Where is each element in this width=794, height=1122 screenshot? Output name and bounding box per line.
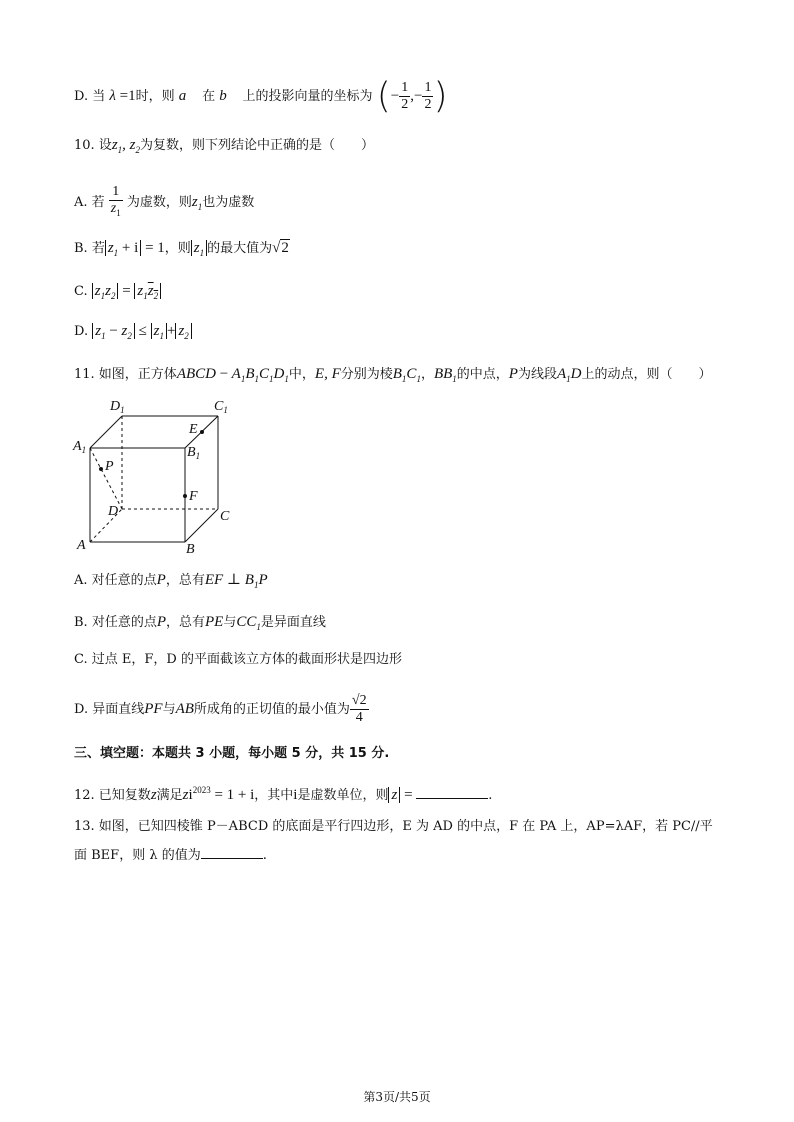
q11-option-a: A. 对任意的点P，总有EF ⊥ $B_1P$ <box>74 572 268 590</box>
svg-text:C: C <box>220 509 230 524</box>
svg-text:A1: $A_1$ <box>73 439 87 455</box>
q13-answer-blank[interactable] <box>201 846 263 859</box>
q13-line1: 13. 如图，已知四棱锥 P－ABCD 的底面是平行四边形，E 为 AD 的中点，F 在 PA 上，AP=λAF，若 PC//平 <box>74 819 713 834</box>
point-f <box>183 494 187 498</box>
point-p <box>99 467 103 471</box>
q10-stem: 10. 设$z_1$, $z_2$为复数，则下列结论中正确的是（ ） <box>74 137 375 155</box>
q11-option-b: B. 对任意的点P，总有PE与$CC_1$是异面直线 <box>74 614 326 632</box>
section-title: 三、填空题：本题共 3 小题，每小题 5 分，共 15 分. <box>74 746 390 761</box>
point-e <box>200 430 204 434</box>
q13-line2: 面 BEF，则 λ 的值为 . <box>74 848 267 863</box>
page-footer: 第3页/共5页 <box>363 1090 431 1104</box>
q11-option-d: D. 异面直线PF与AB所成角的正切值的最小值为 $\frac{√2}{4}$ <box>74 693 367 725</box>
q11-stem: 11. 如图，正方体ABCD − $A_1B_1C_1D_1$中，E, F分别为棱$B_1C_1$，$BB_1$的中点，P为线段$A_1D$上的动点，则（ ） <box>74 366 712 384</box>
q10-option-d: D. $z_1 - z_2 \le z_1 + z_2$ <box>74 321 192 346</box>
q10-option-a: A. 若 $\frac{1}{z_1}$ 为虚数，则$z_1$也为虚数 <box>74 184 255 218</box>
svg-text:P: P <box>105 459 114 474</box>
q12: 12. 已知复数z满足$zi^{2023} = 1 + i$，其中i是虚数单位，则 z = . <box>74 785 493 803</box>
svg-text:E: E <box>189 422 198 437</box>
svg-text:A: A <box>77 538 86 553</box>
svg-text:D1: $D_1$ <box>110 399 125 415</box>
q10-option-c: C. $z_1z_2 = z_1z_2$ <box>74 281 161 306</box>
q10-option-b: B. 若 $z_1 + i = 1$，则 $z_1$ 的最大值为√2 <box>74 240 289 258</box>
cube-figure <box>70 396 240 561</box>
svg-text:D: D <box>108 504 119 519</box>
q9-option-d: D. 当 λ =1时，则 a⃗ 在 b⃗ 上的投影向量的坐标为 (− $\frac{1}{2}$ ,− $\frac{1}{2}$ ) <box>74 75 448 117</box>
svg-text:B: B <box>186 542 195 557</box>
q11-option-c: C. 过点 E，F，D 的平面截该立方体的截面形状是四边形 <box>74 652 402 667</box>
svg-text:F: F <box>189 489 198 504</box>
svg-text:B1: $B_1$ <box>187 445 201 461</box>
q12-answer-blank[interactable] <box>416 786 488 799</box>
svg-text:C1: $C_1$ <box>214 399 228 415</box>
